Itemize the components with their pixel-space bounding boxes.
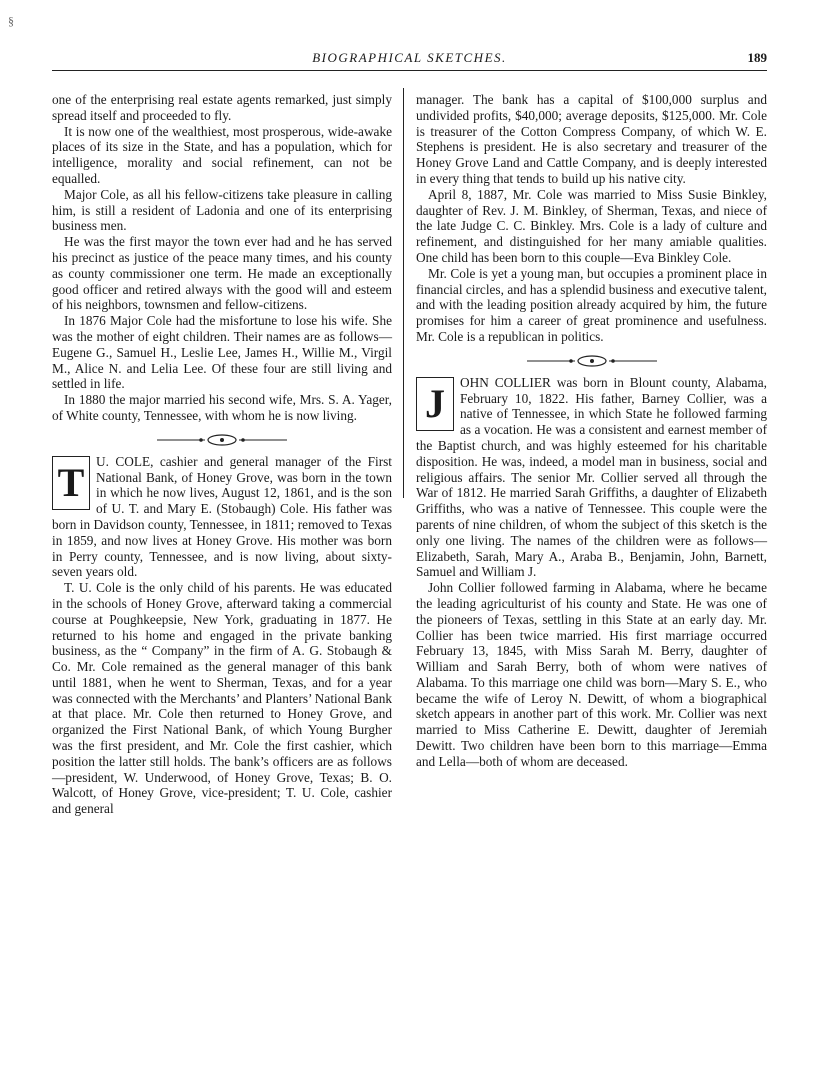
paragraph: manager. The bank has a capital of $100,000 surplus and undivided profits, $40,000; average deposits, $125,000. Mr. Cole is treasurer of the Cotton Compress Company, of which W. E. Stephens is president. He is also secretary and treasurer of the Honey Grove Land and Cattle Company, and is deeply interested in every thing that tends to build up his native city. <box>416 92 767 186</box>
margin-mark: § <box>8 14 14 28</box>
left-column <box>52 92 392 817</box>
header-rule <box>52 70 767 71</box>
paragraph: T. U. Cole is the only child of his parents. He was educated in the schools of Honey Grove, afterward taking a commercial course at Poughkeepsie, New York, graduating in 1877. He returned to his home and engaged in the private banking business, as the “ Company” in the firm of A. G. Stobaugh & Co. Mr. Cole remained as the general manager of this bank until 1881, when he went to Sherman, Texas, and for a year was connected with the Merchants’ and Planters’ National Bank at that place. Mr. Cole then returned to Honey Grove, and organized the First National Bank, of which Young Burgher was the first president, and Mr. Cole the first cashier, which position the latter still holds. The bank’s officers are as follows—president, W. Underwood, of Honey Grove, Texas; B. O. Walcott, of Honey Grove, vice-president; T. U. Cole, cashier and general <box>52 580 392 817</box>
header-title: BIOGRAPHICAL SKETCHES. <box>312 50 507 65</box>
dropcap: J <box>416 377 454 431</box>
paragraph: April 8, 1887, Mr. Cole was married to Miss Susie Binkley, daughter of Rev. J. M. Binkley, of Sherman, Texas, and niece of the late Judge C. C. Binkley. Mrs. Cole is a lady of culture and refinement, and distinguished for her many amiable qualities. One child has been born to this couple—Eva Binkley Cole. <box>416 186 767 265</box>
page-number: 189 <box>747 50 767 65</box>
running-header <box>52 48 767 68</box>
paragraph: In 1876 Major Cole had the misfortune to lose his wife. She was the mother of eight children. Their names are as follows—Eugene G., Samuel H., Leslie Lee, James H., Willie M., Virgil M., Alice N. and Lelia Lee. Of these four are still living and settled in life. <box>52 313 392 392</box>
collier-sketch <box>416 375 767 770</box>
paragraph: Mr. Cole is yet a young man, but occupies a prominent place in financial circles, and has a splendid business and executive talent, and with the leading position already acquired by him, the future promises for him a career of great prominence and usefulness. Mr. Cole is a republican in politics. <box>416 265 767 344</box>
cole-sketch <box>52 454 392 817</box>
section-ornament <box>416 355 767 367</box>
paragraph: In 1880 the major married his second wife, Mrs. S. A. Yager, of White county, Tennessee, with whom he is now living. <box>52 392 392 423</box>
paragraph: It is now one of the wealthiest, most prosperous, wide-awake places of its size in the State, and has a population, which for intelligence, morality and social refinement, can not be equalled. <box>52 123 392 186</box>
paragraph: one of the enterprising real estate agents remarked, just simply spread itself and proceeded to fly. <box>52 92 392 123</box>
paragraph: Major Cole, as all his fellow-citizens take pleasure in calling him, is still a resident of Ladonia and one of its enterprising business men. <box>52 186 392 234</box>
column-divider <box>403 88 404 498</box>
paragraph: U. COLE, cashier and general manager of the First National Bank, of Honey Grove, was born in the town in which he now lives, August 12, 1861, and is the son of U. T. and Mary E. (Stobaugh) Cole. His father was born in Davidson county, Tennessee, in 1811; removed to Texas in 1859, and now lives at Honey Grove. His mother was born in Perry county, Tennessee, and is now living, about sixty-seven years old. <box>52 453 392 580</box>
paragraph: John Collier followed farming in Alabama, where he became the leading agriculturist of his county and State. He was one of the pioneers of Texas, settling in this State at an early day. Mr. Collier has been twice married. His first marriage occurred February 13, 1845, with Miss Sarah M. Berry, daughter of William and Sarah Berry, both of whom were natives of Alabama. To this marriage one child was born—Mary S. E., who became the wife of Leroy N. Dewitt, of whom a biographical sketch appears in another part of this work. Mr. Collier was next married to Miss Catherine E. Dewitt, daughter of Jeremiah Dewitt. Two children have been born to this marriage—Emma and Lella—both of whom are deceased. <box>416 580 767 769</box>
paragraph: OHN COLLIER was born in Blount county, Alabama, February 10, 1822. His father, Barney Collier, was a native of Tennessee, in which State he followed farming as a vocation. He was a consistent and earnest member of the Baptist church, and was highly esteemed for his charitable disposition. He was, indeed, a model man in business, social and religious affairs. The senior Mr. Collier served all through the War of 1812. He married Sarah Griffiths, a daughter of Elizabeth Griffiths, who was a native of Tennessee. This couple were the parents of nine children, of whom the subject of this sketch is the only one living. The names of the children were as follows—Elizabeth, Sarah, Mary A., Araba B., Benjamin, John, Barnett, Samuel and William J. <box>416 374 767 580</box>
right-column <box>416 92 767 770</box>
dropcap: T <box>52 456 90 510</box>
section-ornament <box>52 434 392 446</box>
paragraph: He was the first mayor the town ever had and he has served his precinct as justice of the peace many times, and his county as county commissioner one term. He made an exceptionally good officer and retired always with the good will and esteem of his neighbors, townsmen and fellow-citizens. <box>52 234 392 313</box>
